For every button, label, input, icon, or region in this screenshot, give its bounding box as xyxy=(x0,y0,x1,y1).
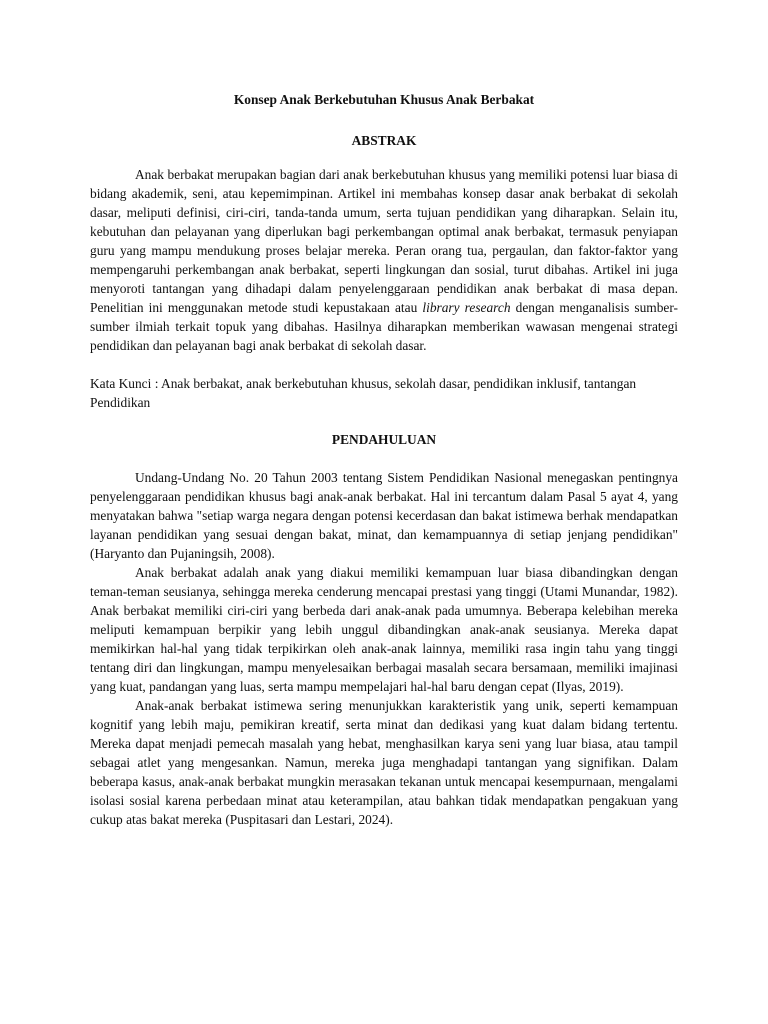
intro-paragraph-1: Undang-Undang No. 20 Tahun 2003 tentang Sistem Pendidikan Nasional menegaskan pentingnya penyelenggaraan pendidikan khusus bagi anak-anak berbakat. Hal ini tercantum dalam Pasal 5 ayat 4, yang menyatakan bahwa "setiap warga negara dengan potensi kecerdasan dan bakat istimewa berhak mendapatkan layanan pendidikan yang sesuai dengan bakat, minat, dan kemampuannya di setiap jenjang pendidikan" (Haryanto dan Pujaningsih, 2008). xyxy=(90,470,678,561)
abstract-paragraph xyxy=(90,165,678,355)
document-title: Konsep Anak Berkebutuhan Khusus Anak Berbakat xyxy=(233,92,535,107)
document-content xyxy=(90,90,678,829)
abstract-heading: ABSTRAK xyxy=(351,133,417,148)
abstract-text-part2: dengan menganalisis sumber-sumber ilmiah terkait topuk yang dibahas. Hasilnya diharapkan memberikan wawasan mengenai strategi pendidikan dan pelayanan bagi anak berbakat di sekolah dasar. xyxy=(90,300,678,353)
intro-paragraph-2: Anak berbakat adalah anak yang diakui memiliki kemampuan luar biasa dibandingkan dengan teman-teman seusianya, sehingga mereka cenderung mencapai prestasi yang tinggi (Utami Munandar, 1982). Anak berbakat memiliki ciri-ciri yang berbeda dari anak-anak pada umumnya. Beberapa kelebihan mereka meliputi kemampuan berpikir yang lebih unggul dibandingkan anak-anak seusianya. Mereka dapat memikirkan hal-hal yang tidak terpikirkan oleh anak-anak lainnya, memiliki rasa ingin tahu yang tinggi tentang diri dan lingkungan, mampu menyelesaikan berbagai masalah secara bersamaan, memiliki imajinasi yang kuat, pandangan yang luas, serta mampu mempelajari hal-hal baru dengan cepat (Ilyas, 2019). xyxy=(90,565,678,694)
abstract-italic-term: library research xyxy=(422,300,511,315)
abstract-text-part1: Anak berbakat merupakan bagian dari anak berkebutuhan khusus yang memiliki potensi luar biasa di bidang akademik, seni, atau kepemimpinan. Artikel ini membahas konsep dasar anak berbakat di sekolah dasar, meliputi definisi, ciri-ciri, tanda-tanda umum, serta tujuan pendidikan yang diharapkan. Selain itu, kebutuhan dan pelayanan yang diperlukan bagi perkembangan optimal anak berbakat, termasuk penyiapan guru yang mampu mendukung proses belajar mereka. Peran orang tua, pergaulan, dan faktor-faktor yang mempengaruhi perkembangan anak berbakat, seperti lingkungan dan sosial, turut dibahas. Artikel ini juga menyoroti tantangan yang dihadapi dalam penyelenggaraan pendidikan anak berbakat di masa depan. Penelitian ini menggunakan metode studi kepustakaan atau xyxy=(90,167,678,315)
intro-paragraph-3: Anak-anak berbakat istimewa sering menunjukkan karakteristik yang unik, seperti kemampuan kognitif yang lebih maju, pemikiran kreatif, serta minat dan dedikasi yang kuat dalam bidang tertentu. Mereka dapat menjadi pemecah masalah yang hebat, menghasilkan karya seni yang luar biasa, atau tampil sebagai atlet yang mengesankan. Namun, mereka juga menghadapi tantangan yang signifikan. Dalam beberapa kasus, anak-anak berbakat mungkin merasakan tekanan untuk mencapai kesempurnaan, mengalami isolasi sosial karena perbedaan minat atau keterampilan, atau bahkan tidak mendapatkan pengakuan yang cukup atas bakat mereka (Puspitasari dan Lestari, 2024). xyxy=(90,698,678,827)
keywords-line: Kata Kunci : Anak berbakat, anak berkebutuhan khusus, sekolah dasar, pendidikan inklusif, tantangan Pendidikan xyxy=(90,376,637,410)
intro-heading: PENDAHULUAN xyxy=(331,432,437,447)
